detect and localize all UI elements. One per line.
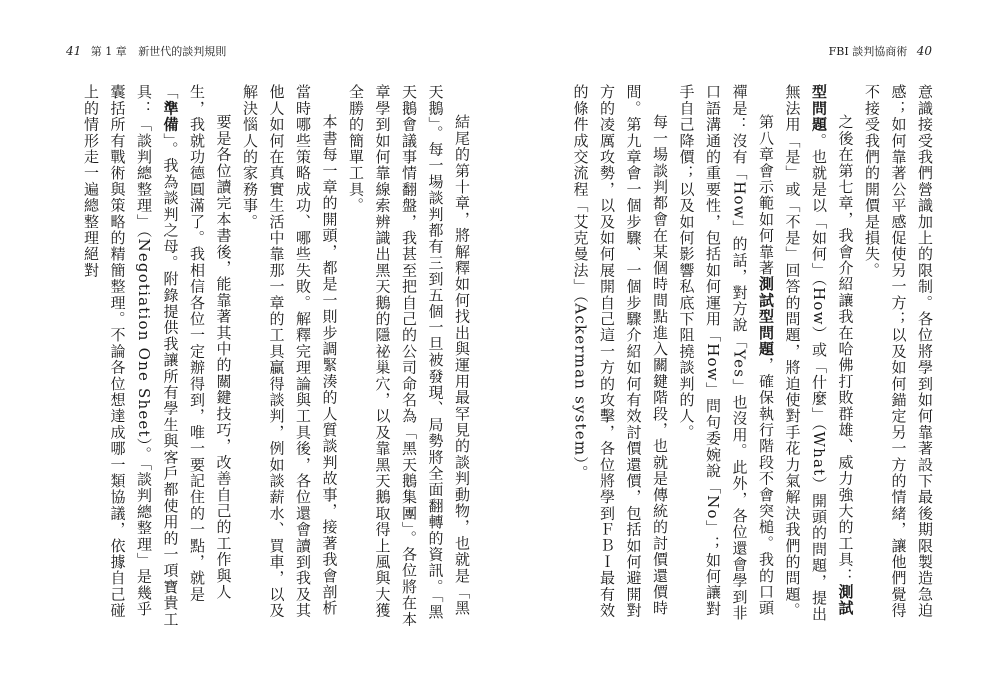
page-number-right: 40 bbox=[916, 44, 932, 58]
bold-term: 測試型問題 bbox=[810, 84, 855, 617]
book-title: FBI 談判協商術 bbox=[828, 45, 908, 58]
left-page-body bbox=[70, 84, 475, 629]
paragraph: 每一場談判都會在某個時間點進入關鍵階段，也就是傳統的討價還價時間。第九章會一個步驟、一個步驟介紹如何有效討價還價，包括如何避開對方的凌厲攻勢，以及如何展開自己這一方的攻擊，各位將學到ＦＢＩ最有效的條件成交流程「艾克曼法」（Ackerman system）。 bbox=[571, 84, 669, 619]
right-page-body bbox=[538, 84, 938, 629]
page-header-right bbox=[829, 44, 938, 59]
paragraph: 之後在第七章，我會介紹讓我在哈佛打敗群雄、威力強大的工具：測試型問題。也就是以「如何」（How）或「什麼」（What）開頭的問題，提出無法用「是」或「不是」回答的問題，將迫使對手花力氣解決我們的問題。 bbox=[783, 84, 855, 623]
chapter-title: 新世代的談判規則 bbox=[138, 45, 227, 58]
bold-term: 測試型問題 bbox=[757, 276, 775, 357]
paragraph: 要是各位讀完本書後，能靠著其中的關鍵技巧，改善自己的工作與人生，我就功德圓滿了。我相信各位一定辦得到，唯一要記住的一點，就是「準備」。我為談判之母。附錄提供我讓所有學生與客戶都使用的一項寶貴工具：「談判總整理」（Negotiation One Sheet）。「談判總整理」是幾乎囊括所有戰術與策略的精簡整理。不論各位想達成哪一類協議，依據自己碰上的情形走一遍總整理絕對 bbox=[82, 84, 233, 628]
paragraph: 意識接受我們營識加上的限制。各位將學到如何靠著設下最後期限製造急迫感；如何靠著公平感促使另一方；以及如何錨定另一方的情緒，讓他們覺得不接受我們的開價是損失。 bbox=[863, 84, 934, 619]
paragraph: 結尾的第十章，將解釋如何找出與運用最罕見的談判動物，也就是「黑天鵝」。每一場談判都有三到五個一旦被發現、局勢將全面翻轉的資訊。「黑天鵝會議事情翻盤，我甚至把自己的公司命名為「黑天鵝集團」。各位將在本章學到如何靠線索辨識出黑天鵝的隱祕巢穴，以及靠黑天鵝取得上風與大獲全勝的簡單工具。 bbox=[347, 84, 471, 628]
page-number-left: 41 bbox=[66, 44, 82, 58]
chapter-label: 第 1 章 bbox=[90, 45, 127, 58]
paragraph: 第八章會示範如何靠著測試型問題，確保執行階段不會突槌。我的口頭禪是：沒有「How」的話，對方說「Yes」也沒用。此外，各位還會學到非口語溝通的重要性，包括如何運用「How」問句委婉說「No」；如何讓對手自己降價；以及如何影響私底下阻撓談判的人。 bbox=[677, 84, 775, 622]
page-header-left bbox=[60, 44, 226, 59]
paragraph: 本書每一章的開頭，都是一則步調緊湊的人質談判故事，接著我會剖析當時哪些策略成功、哪些失敗。解釋完理論與工具後，各位還會讀到我及其他人如何在真實生活中靠那一章的工具贏得談判，例如談薪水、買車，以及解決惱人的家務事。 bbox=[241, 84, 339, 619]
bold-term: 準備 bbox=[161, 100, 180, 133]
